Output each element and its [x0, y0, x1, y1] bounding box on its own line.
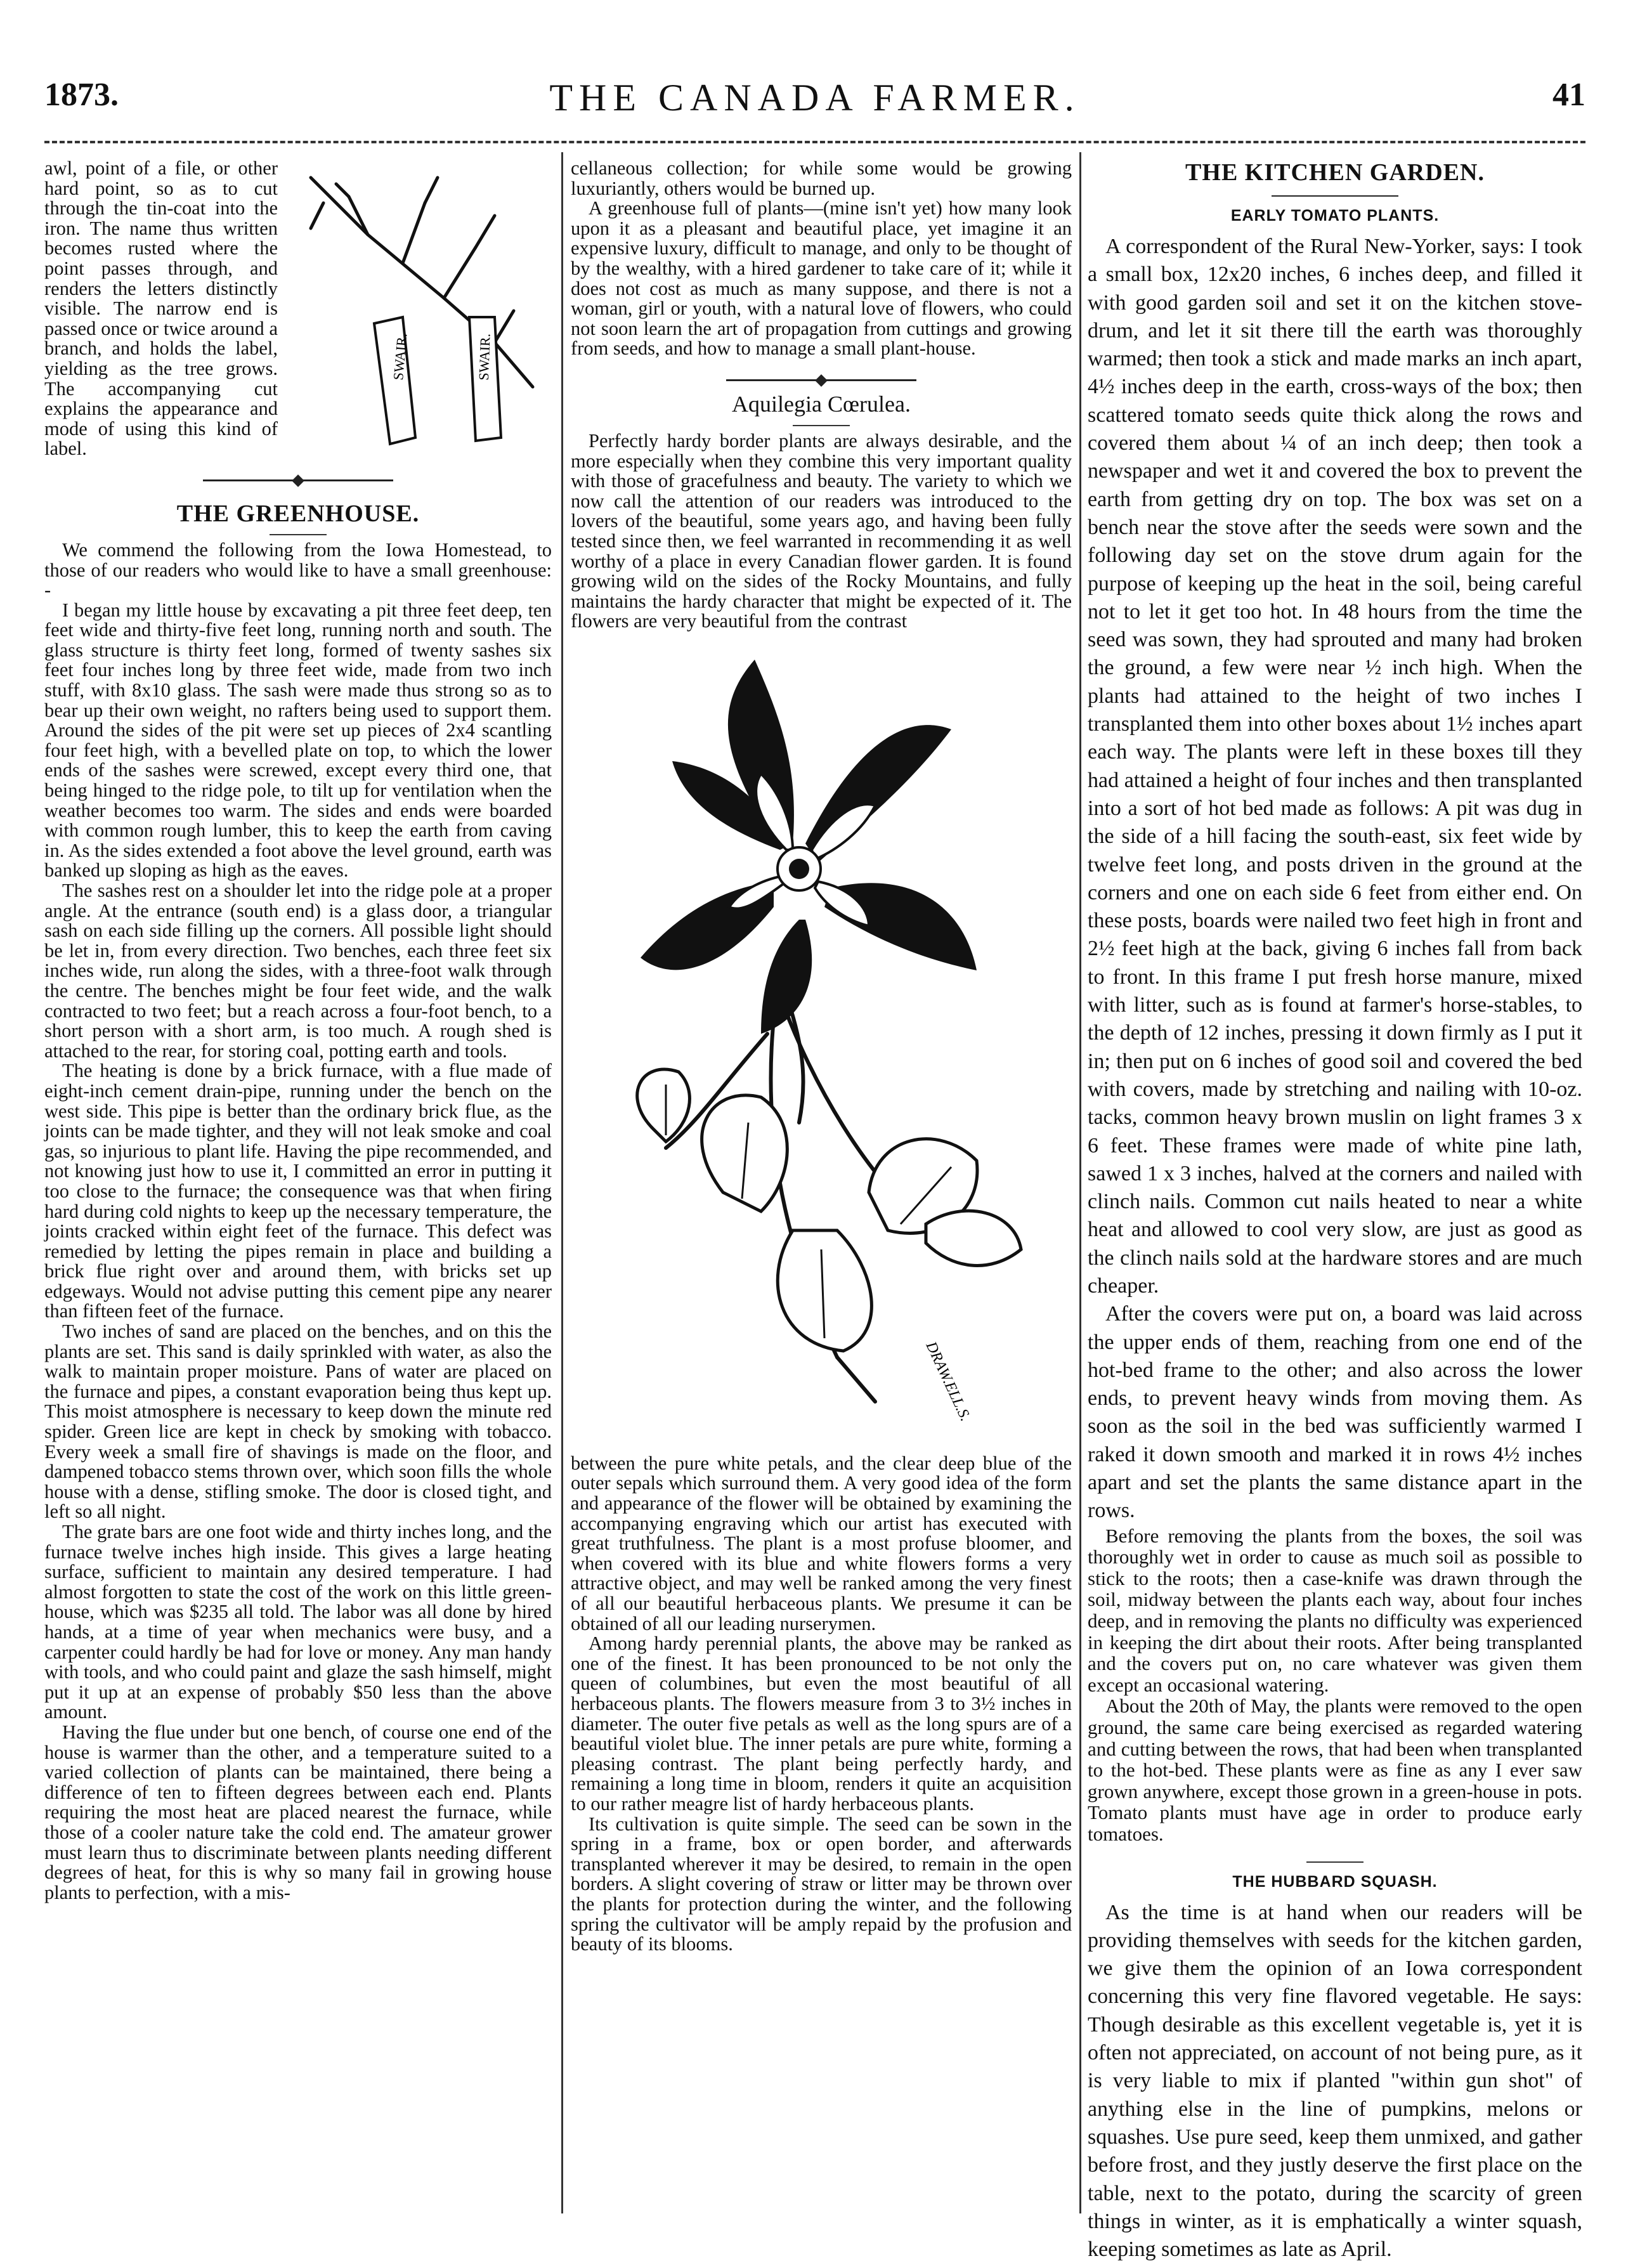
columbine-engraving: [571, 641, 1072, 1446]
section-divider: [1306, 1861, 1363, 1863]
greenhouse-para: The grate bars are one foot wide and thirty inches long, and the furnace twelve inches high inside. This gives a large heating surface, sufficient to maintain any desired temperature. I had almost forgotten to state the cost of the work on this little green-house, which was $235 all told. The labor was all done by hired hands, at a time of year when mechanics were busy, and a carpenter could hardly be had for love or money. Any man handy with tools, and who could paint and glaze the sash himself, might put it up at an expense of probably $50 less than the above amount.: [44, 1521, 552, 1723]
aquilegia-para: Perfectly hardy border plants are always desirable, and the more especially when they combine this very important quality with those of gracefulness and beauty. The variety to which we now call the attention of our readers was introduced to the lovers of the beautiful, some years ago, and having been fully tested since then, we feel warranted in recommending it as well worthy of a place in every Canadian flower garden. It is found growing wild on the sides of the Rocky Mountains, and fully maintains the hardy character that might be expected of it. The flowers are very beautiful from the contrast: [571, 429, 1072, 632]
tomato-para: About the 20th of May, the plants were removed to the open ground, the same care being exercised as regarded watering and cutting between the rows, that had been when transplanted to the hot-bed. These plants were as fine as any I ever saw grown anywhere, except those grown in a green-house in pots. Tomato plants must have age in order to produce early tomatoes.: [1088, 1695, 1582, 1845]
squash-para: As the time is at hand when our readers will be providing themselves with seeds for the kitchen garden, we give them the opinion of an Iowa correspondent concerning this very fine flavored vegetable. He says: Though desirable as this excellent vegetable is, yet it is often not appreciated, on account of not being pure, as it is very liable to mix if planted "within gun shot" of anything else in the line of pumpkins, melons or squashes. Use pure seed, keep them unmixed, and gather before frost, and they justly deserve the first place on the table, next to the potato, during the scarcity of green things in winter, as it is emphatically a winter squash, keeping sometimes as late as April.: [1088, 1900, 1582, 2262]
aquilegia-heading: Aquilegia Cœrulea.: [732, 391, 911, 417]
greenhouse-para: I began my little house by excavating a pit three feet deep, ten feet wide and thirty-five feet long, running north and south. The glass structure is thirty feet long, formed of twenty sashes six feet four inches long by three feet wide, made from two inch stuff, with 8x10 glass. The sash were made thus strong so as to bear up their own weight, no rafters being used to support them. Around the sides of the pit were set up pieces of 2x4 scantling four feet high, with a bevelled plate on top, to which the lower ends of the sashes were screwed, except every third one, that being hinged to the ridge pole, to tilt up for ventilation when the weather becomes too warm. The sides and ends were boarded with common rough lumber, this to keep the earth from caving in. As the sides extended a foot above the level ground, earth was banked up sloping as high as the eaves.: [44, 599, 552, 882]
tomato-para: Before removing the plants from the boxes, the soil was thoroughly wet in order to cause as much soil as possible to stick to the roots; then a case-knife was drawn through the soil, midway between the plants each way, about four inches deep, and in removing the plants no difficulty was experienced in keeping the dirt about their roots. After being transplanted and the covers put on, no care whatever was given them except an occasional watering.: [1088, 1524, 1582, 1696]
greenhouse-para: The sashes rest on a shoulder let into the ridge pole at a proper angle. At the entrance (south end) is a glass door, a triangular sash on each side filling up the corners. All possible light should be let in, from every direction. Two benches, each three feet six inches wide, run along the sides, with a three-foot walk through the centre. The benches might be four feet wide, and the walk contracted to two feet; but a reach across a four-foot bench, to a short person with a short arm, is too much. A rough shed is attached to the rear, for storing coal, potting earth and tools.: [44, 880, 552, 1062]
column-3: [1088, 159, 1582, 2262]
page-header: [44, 76, 1585, 127]
heading-underline: [1272, 195, 1398, 197]
page-number: 41: [1552, 77, 1585, 113]
kitchen-garden-heading: THE KITCHEN GARDEN.: [1185, 159, 1485, 186]
column-2: [571, 159, 1072, 2213]
tag-left-text: SWAIR.: [390, 332, 410, 381]
tomato-para: After the covers were put on, a board was laid across the upper ends of them, reaching from one end of the hot-bed frame to the other; and also across the lower ends, to prevent heavy winds from moving them. As soon as the soil in the bed was sufficiently warmed I raked it down smooth and marked it in rows 4½ inches apart and set the plants the same distance apart in the rows.: [1088, 1302, 1582, 1523]
tomato-subheading: EARLY TOMATO PLANTS.: [1230, 207, 1440, 225]
header-year: 1873.: [44, 77, 119, 113]
aquilegia-para: Among hardy perennial plants, the above may be ranked as one of the finest. It has been pronounced to be not only the queen of columbines, but even the most beautiful of all herbaceous plants. The flowers measure from 3 to 3½ inches in diameter. The outer five petals as well as the long spurs are of a beautiful violet blue. The inner petals are pure white, forming a pleasing contrast. The plant being perfectly hardy, and remaining a long time in bloom, renders it quite an acquisition to our rather meagre list of hardy herbaceous plants.: [571, 1633, 1072, 1815]
column-divider-1: [561, 152, 563, 2213]
aquilegia-para: between the pure white petals, and the clear deep blue of the outer sepals which surround them. A very good idea of the form and appearance of the flower will be obtained by examining the accompanying engraving which our artist has executed with great truthfulness. The plant is a most profuse bloomer, and when covered with its blue and white flowers forms a very attractive object, and may well be ranked among the very finest of all our beautiful herbaceous plants. We presume it can be obtained of all our leading nurserymen.: [571, 1452, 1072, 1634]
label-illustration: [285, 159, 552, 450]
tomato-para: A correspondent of the Rural New-Yorker, says: I took a small box, 12x20 inches, 6 inches deep, and filled it with good garden soil and set it on the kitchen stove-drum, and let it sit there till the earth was thoroughly warmed; then took a stick and made marks an inch apart, 4½ inches deep in the earth, cross-ways of the box; then scattered tomato seeds quite thick along the rows and covered them about ¼ of an inch deep; then took a newspaper and wet it and covered the box to prevent the earth from getting dry on top. The box was set on a bench near the stove after the seeds were sown and the following day set on the stove drum again for the purpose of keeping up the heat in the soil, being careful not to let it get too hot. In 48 hours from the time the seed was sown, they had sprouted and many had broken the ground, a few were near ½ inch high. When the plants had attained to the height of two inches I transplanted them into other boxes about 1½ inches apart each way. The plants were left in these boxes till they had attained a height of four inches and then transplanted into a sort of hot bed made as follows: A pit was dug in the side of a hill facing the south-east, six feet wide by twelve feet long, and posts driven in the ground at the corners and one on each side 6 feet from either end. On these posts, boards were nailed two feet high in front and 2½ feet high at the back, giving 6 inches fall from back to front. In this frame I put fresh horse manure, mixed with litter, such as is found at farmer's horse-stables, to the depth of 12 inches, pressing it down firmly as I put it in; then put on 6 inches of good soil and covered the bed with covers, made by stretching and nailing with 10-oz. tacks, common heavy brown muslin on light frames 3 x 6 feet. These frames were made of white pine lath, sawed 1 x 3 inches, halved at the corners and nailed with clinch nails. Common cut nails heated to near a white heat and allowed to cool very slow, are just as good as the clinch nails sold at the hardware stores and are much cheaper.: [1088, 235, 1582, 1298]
column-divider-2: [1079, 152, 1081, 2213]
tree-label-drawing: [285, 159, 552, 450]
greenhouse-heading: THE GREENHOUSE.: [176, 500, 420, 527]
column-1: [44, 159, 552, 2213]
flower-drawing: [571, 641, 1072, 1446]
section-ornament: [44, 473, 552, 485]
section-ornament: [571, 373, 1072, 384]
greenhouse-closing-para: A greenhouse full of plants—(mine isn't yet) how many look upon it as a pleasant and beautiful place, yet imagine it an expensive luxury, difficult to manage, and only to be thought of by the wealthy, with a hired gardener to take care of it; while it does not cost as much as many suppose, and there is not a woman, girl or youth, with a natural love of flowers, who could not soon learn the art of propagation from cuttings and growing from seeds, and how to manage a small plant-house.: [571, 197, 1072, 360]
squash-subheading: THE HUBBARD SQUASH.: [1232, 1872, 1438, 1891]
greenhouse-para: The heating is done by a brick furnace, with a flue made of eight-inch cement drain-pipe, running under the bench on the west side. This pipe is better than the ordinary brick flue, as the joints can be made tighter, and they will not leak smoke and coal gas, so injurious to plant life. Having the pipe recommended, and not knowing just how to use it, I committed an error in putting it too close to the furnace; the consequence was that when firing hard during cold nights to keep up the necessary temperature, the joints cracked within eight feet of the furnace. This defect was remedied by letting the pipes remain in place and building a brick flue right over and around them, with bricks set up edgeways. Would not advise putting this cement pipe any nearer than fifteen feet of the furnace.: [44, 1060, 552, 1322]
newspaper-title: THE CANADA FARMER.: [549, 77, 1081, 119]
engraver-signature: DRAW.ELL.S.: [922, 1339, 974, 1424]
heading-underline: [270, 534, 327, 535]
greenhouse-intro: We commend the following from the Iowa Homestead, to those of our readers who would like to have a small greenhouse: -: [44, 538, 552, 601]
heading-underline: [793, 425, 850, 426]
greenhouse-para: Having the flue under but one bench, of course one end of the house is warmer than the other, and a temperature suited to a varied collection of plants can be maintained, there being a difference of ten to fifteen degrees between each end. Plants requiring the most heat are placed nearest the furnace, while those of a cooler nature take the cold end. The amateur grower must learn thus to discriminate between plants needing different degrees of heat, for this is why so many fail in growing house plants to perfection, with a mis-: [44, 1721, 552, 1903]
tag-right-text: SWAIR.: [476, 333, 493, 381]
header-rule: [44, 141, 1585, 143]
greenhouse-para: Two inches of sand are placed on the benches, and on this the plants are set. This sand is daily sprinkled with water, as also the walk to maintain proper moisture. Pans of water are placed on the furnace and pipes, a constant evaporation being thus kept up. This moist atmosphere is necessary to keep down the minute red spider. Green lice are kept in check by smoking with tobacco. Every week a small fire of shavings is made on the floor, and dampened tobacco stems thrown over, which soon fills the whole house with a dense, stifling smoke. The door is closed tight, and left so all night.: [44, 1320, 552, 1523]
label-article-text: awl, point of a file, or other hard point, so as to cut through the tin-coat into the iron. The name thus written becomes rusted where the point passes through, and renders the letters distinctly visible. The narrow end is passed once or twice around a branch, and holds the label, yielding as the tree grows. The accompanying cut explains the appearance and mode of using this kind of label.: [44, 157, 278, 460]
aquilegia-para: Its cultivation is quite simple. The seed can be sown in the spring in a frame, box or open border, and afterwards transplanted wherever it may be desired, to remain in the open borders. A slight covering of straw or litter may be thrown over the plants for protection during the winter, and the following spring the cultivator will be amply repaid by the profusion and beauty of its blooms.: [571, 1813, 1072, 1955]
greenhouse-continuation: cellaneous collection; for while some would be growing luxuriantly, others would be burned up.: [571, 157, 1072, 199]
